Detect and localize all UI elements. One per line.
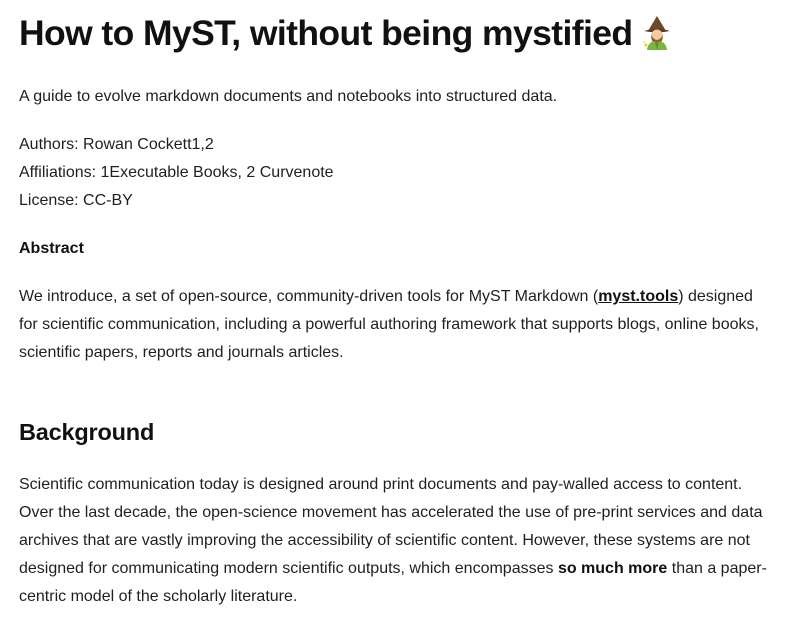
page-title: How to MyST, without being mystified: [19, 13, 633, 53]
myst-tools-link[interactable]: myst.tools: [598, 288, 679, 305]
background-paragraph: [19, 471, 775, 611]
abstract-text-end: ) designed for scientific communication, including a powerful authoring framework that supports blogs, online books, scientific papers, reports and journals articles.: [19, 288, 759, 361]
background-emphasis: so much more: [557, 560, 668, 577]
authors-line: Authors: Rowan Cockett1,2: [19, 136, 214, 153]
abstract-heading: Abstract: [19, 240, 84, 257]
subtitle: A guide to evolve markdown documents and notebooks into structured data.: [19, 88, 558, 105]
abstract-text-start: We introduce, a set of open-source, community-driven tools for MyST Markdown (: [19, 288, 599, 305]
title-row: [19, 10, 674, 56]
affiliations-line: Affiliations: 1Executable Books, 2 Curvenote: [19, 164, 334, 181]
background-text-start: Scientific communication today is designed around print documents and pay-walled access to content. Over the last decade, the open-science movement has accelerated the use of pre-print services and data archives that are vastly improving the accessibility of scientific content. However, these systems are not designed for communicating modern scientific outputs, which encompasses: [19, 476, 763, 577]
background-heading: Background: [19, 419, 155, 445]
license-line: License: CC-BY: [19, 192, 133, 209]
abstract-paragraph: [19, 283, 775, 367]
background-text-end: than a paper-centric model of the scholarly literature.: [19, 560, 767, 605]
mage-emoji-icon: [640, 15, 674, 51]
